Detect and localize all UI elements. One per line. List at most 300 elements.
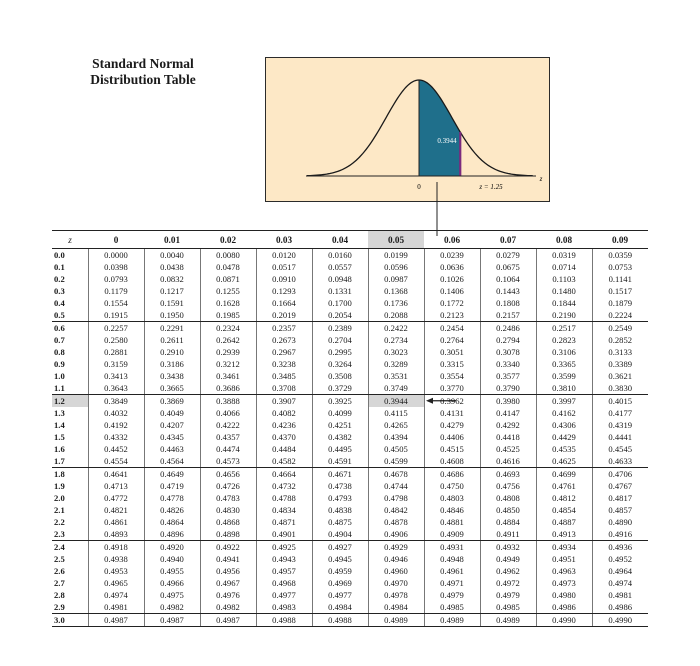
table-cell: 0.4463 [144,443,200,455]
table-cell: 0.4909 [424,528,480,541]
table-cell: 0.3925 [312,395,368,408]
table-cell: 0.3531 [368,370,424,382]
table-row [52,443,648,455]
normal-curve-figure [265,57,550,202]
table-cell: 0.1985 [200,309,256,322]
table-cell: 0.0675 [480,261,536,273]
table-cell: 0.1141 [592,273,648,285]
table-cell: 0.4981 [592,589,648,601]
table-cell: 0.0279 [480,249,536,262]
table-cell: 0.4821 [88,504,144,516]
table-cell: 0.1179 [88,285,144,297]
table-cell: 0.3078 [480,346,536,358]
z-column-header: z [52,231,88,249]
table-cell: 0.4979 [480,589,536,601]
table-cell: 0.4875 [312,516,368,528]
row-z-value: 1.0 [54,371,65,381]
table-cell: 0.2764 [424,334,480,346]
table-cell: 0.4956 [200,565,256,577]
table-row [52,480,648,492]
table-cell: 0.4927 [312,541,368,554]
table-cell: 0.4573 [200,455,256,468]
table-cell: 0.3962 [424,395,480,408]
table-cell: 0.4808 [480,492,536,504]
table-cell: 0.1293 [256,285,312,297]
row-z-value: 1.3 [54,408,65,418]
table-cell: 0.4990 [592,614,648,627]
table-cell: 0.0910 [256,273,312,285]
table-cell: 0.4015 [592,395,648,408]
table-cell: 0.3869 [144,395,200,408]
table-row [52,565,648,577]
table-cell: 0.4713 [88,480,144,492]
table-cell: 0.4989 [368,614,424,627]
table-cell: 0.2910 [144,346,200,358]
table-cell: 0.4864 [144,516,200,528]
table-cell: 0.3289 [368,358,424,370]
table-cell: 0.4974 [88,589,144,601]
table-row [52,309,648,322]
table-cell: 0.4850 [480,504,536,516]
table-cell: 0.4854 [536,504,592,516]
row-z-value: 2.4 [54,542,65,552]
table-row [52,516,648,528]
table-cell: 0.4981 [88,601,144,614]
table-cell: 0.4265 [368,419,424,431]
table-cell: 0.4756 [480,480,536,492]
table-cell: 0.3133 [592,346,648,358]
table-row [52,261,648,273]
table-cell: 0.4918 [88,541,144,554]
table-cell: 0.0636 [424,261,480,273]
column-header: 0.07 [480,231,536,249]
row-z-value: 0.8 [54,347,65,357]
row-z-value: 0.1 [54,262,65,272]
table-cell: 0.2704 [312,334,368,346]
row-z-value: 1.8 [54,469,65,479]
table-cell: 0.4115 [368,407,424,419]
table-cell: 0.4834 [256,504,312,516]
table-cell: 0.3212 [200,358,256,370]
table-cell: 0.4857 [592,504,648,516]
table-cell: 0.4177 [592,407,648,419]
table-row [52,358,648,370]
table-cell: 0.4943 [256,553,312,565]
table-row [52,577,648,589]
table-cell: 0.4505 [368,443,424,455]
table-cell: 0.4931 [424,541,480,554]
table-cell: 0.2852 [592,334,648,346]
table-cell: 0.2734 [368,334,424,346]
table-cell: 0.4960 [368,565,424,577]
table-cell: 0.2088 [368,309,424,322]
row-z-value: 1.7 [52,455,88,468]
table-cell: 0.4147 [480,407,536,419]
table-cell: 0.1368 [368,285,424,297]
title-line-1: Standard Normal [92,56,194,71]
table-cell: 0.3264 [312,358,368,370]
table-cell: 0.3749 [368,382,424,395]
table-row [52,528,648,541]
table-cell: 0.4842 [368,504,424,516]
table-cell: 0.2967 [256,346,312,358]
table-cell: 0.4633 [592,455,648,468]
table-cell: 0.4987 [88,614,144,627]
table-cell: 0.0517 [256,261,312,273]
table-cell: 0.1331 [312,285,368,297]
table-cell: 0.3485 [256,370,312,382]
table-cell: 0.2995 [312,346,368,358]
table-cell: 0.4946 [368,553,424,565]
table-cell: 0.4982 [200,601,256,614]
table-cell: 0.2611 [144,334,200,346]
table-cell: 0.1664 [256,297,312,309]
table-cell: 0.4868 [200,516,256,528]
table-cell: 0.4967 [200,577,256,589]
table-row [52,334,648,346]
table-cell: 0.4982 [144,601,200,614]
table-cell: 0.4966 [144,577,200,589]
table-cell: 0.3389 [592,358,648,370]
table-cell: 0.4871 [256,516,312,528]
table-cell: 0.0478 [200,261,256,273]
row-z-value: 0.9 [54,359,65,369]
table-cell: 0.3907 [256,395,312,408]
table-cell: 0.4793 [312,492,368,504]
table-cell: 0.4761 [536,480,592,492]
table-cell: 0.0793 [88,273,144,285]
table-row [52,273,648,285]
row-z-value: 0.4 [54,298,65,308]
table-cell: 0.4934 [536,541,592,554]
row-z-value: 0.3 [54,286,65,296]
table-row [52,285,648,297]
table-cell: 0.4973 [536,577,592,589]
table-cell: 0.4911 [480,528,536,541]
table-row [52,322,648,335]
table-cell: 0.0000 [88,249,144,262]
table-cell: 0.4985 [424,601,480,614]
table-cell: 0.4099 [312,407,368,419]
table-cell: 0.4788 [256,492,312,504]
row-z-value: 2.6 [54,566,65,576]
table-row [52,468,648,481]
table-cell: 0.4641 [88,468,144,481]
table-cell: 0.3413 [88,370,144,382]
table-cell: 0.4838 [312,504,368,516]
table-cell: 0.2673 [256,334,312,346]
row-z-value: 0.2 [54,274,65,284]
table-cell: 0.4932 [480,541,536,554]
table-row [52,492,648,504]
table-row [52,395,648,408]
table-cell: 0.3438 [144,370,200,382]
table-cell: 0.4049 [144,407,200,419]
table-cell: 0.4706 [592,468,648,481]
table-cell: 0.3729 [312,382,368,395]
table-cell: 0.4830 [200,504,256,516]
table-cell: 0.3238 [256,358,312,370]
table-cell: 0.4515 [424,443,480,455]
table-cell: 0.0714 [536,261,592,273]
table-cell: 0.0596 [368,261,424,273]
table-cell: 0.2881 [88,346,144,358]
column-header: 0.03 [256,231,312,249]
table-cell: 0.1879 [592,297,648,309]
column-header: 0.04 [312,231,368,249]
table-cell: 0.2794 [480,334,536,346]
table-cell: 0.2019 [256,309,312,322]
table-cell: 0.4082 [256,407,312,419]
table-cell: 0.4881 [424,516,480,528]
table-cell: 0.3159 [88,358,144,370]
table-cell: 0.4990 [536,614,592,627]
table-cell: 0.4671 [312,468,368,481]
table-cell: 0.0199 [368,249,424,262]
table-cell: 0.4951 [536,553,592,565]
table-body [52,249,648,627]
table-row [52,601,648,614]
table-cell: 0.0871 [200,273,256,285]
table-cell: 0.4525 [480,443,536,455]
table-cell: 0.4987 [144,614,200,627]
table-cell: 0.4949 [480,553,536,565]
table-row [52,382,648,395]
row-z-value: 2.0 [54,493,65,503]
table-cell: 0.3599 [536,370,592,382]
table-cell: 0.1406 [424,285,480,297]
table-cell: 0.4976 [200,589,256,601]
table-cell: 0.4920 [144,541,200,554]
row-z-value: 0.0 [54,250,65,260]
table-cell: 0.4945 [312,553,368,565]
table-cell: 0.4452 [88,443,144,455]
table-cell: 0.4953 [88,565,144,577]
table-cell: 0.4738 [312,480,368,492]
table-cell: 0.4131 [424,407,480,419]
table-cell: 0.1808 [480,297,536,309]
table-cell: 0.2054 [312,309,368,322]
table-cell: 0.0239 [424,249,480,262]
table-row [52,297,648,309]
table-cell: 0.0987 [368,273,424,285]
title-line-2: Distribution Table [90,72,196,87]
table-cell: 0.0753 [592,261,648,273]
table-cell: 0.4564 [144,455,200,468]
table-cell: 0.4251 [312,419,368,431]
table-cell: 0.4975 [144,589,200,601]
table-cell: 0.1700 [312,297,368,309]
table-cell: 0.4938 [88,553,144,565]
table-cell: 0.4878 [368,516,424,528]
table-cell: 0.2190 [536,309,592,322]
table-cell: 0.4441 [592,431,648,443]
table-row [52,249,648,262]
table-cell: 0.4904 [312,528,368,541]
table-row [52,589,648,601]
table-cell: 0.3051 [424,346,480,358]
table-cell: 0.4861 [88,516,144,528]
row-z-value: 2.7 [54,578,65,588]
table-cell: 0.4965 [88,577,144,589]
table-cell: 0.1554 [88,297,144,309]
table-cell: 0.3643 [88,382,144,395]
table-cell: 0.1443 [480,285,536,297]
table-cell: 0.3186 [144,358,200,370]
table-cell: 0.2823 [536,334,592,346]
table-cell: 0.4970 [368,577,424,589]
table-cell: 0.3770 [424,382,480,395]
table-cell: 0.1480 [536,285,592,297]
axis-label: z [539,175,543,183]
table-cell: 0.4767 [592,480,648,492]
table-cell: 0.4207 [144,419,200,431]
table-cell: 0.3023 [368,346,424,358]
table-cell: 0.4429 [536,431,592,443]
table-cell: 0.4554 [88,455,144,468]
table-row [52,553,648,565]
table-cell: 0.4977 [312,589,368,601]
table-cell: 0.4916 [592,528,648,541]
table-cell: 0.3461 [200,370,256,382]
row-z-value: 0.7 [54,335,65,345]
table-cell: 0.2580 [88,334,144,346]
normal-curve-svg [266,58,548,200]
column-header: 0.08 [536,231,592,249]
table-cell: 0.2257 [88,322,144,335]
table-cell: 0.4066 [200,407,256,419]
table-cell: 0.4979 [424,589,480,601]
table-cell: 0.2486 [480,322,536,335]
table-cell: 0.4988 [312,614,368,627]
table-cell: 0.1844 [536,297,592,309]
z-table [52,230,648,627]
table-cell: 0.4382 [312,431,368,443]
table-cell: 0.4306 [536,419,592,431]
table-cell: 0.4693 [480,468,536,481]
table-cell: 0.1591 [144,297,200,309]
table-cell: 0.2939 [200,346,256,358]
table-cell: 0.1736 [368,297,424,309]
table-cell: 0.4332 [88,431,144,443]
table-cell: 0.4978 [368,589,424,601]
table-cell: 0.4959 [312,565,368,577]
table-cell: 0.4732 [256,480,312,492]
table-cell: 0.4817 [592,492,648,504]
table-cell: 0.4936 [592,541,648,554]
table-cell: 0.4989 [480,614,536,627]
table-cell: 0.4616 [480,455,536,468]
table-cell: 0.4986 [592,601,648,614]
table-cell: 0.4922 [200,541,256,554]
table-cell: 0.4726 [200,480,256,492]
row-z-value: 2.9 [52,601,88,614]
table-cell: 0.4649 [144,468,200,481]
row-z-value: 2.5 [54,554,65,564]
row-z-value: 1.1 [52,382,88,395]
table-cell: 0.4887 [536,516,592,528]
table-cell: 0.3830 [592,382,648,395]
table-cell: 0.3944 [368,395,424,408]
table-cell: 0.2291 [144,322,200,335]
table-row [52,419,648,431]
table-cell: 0.3315 [424,358,480,370]
table-cell: 0.2157 [480,309,536,322]
row-z-value: 1.9 [54,481,65,491]
table-cell: 0.3365 [536,358,592,370]
row-z-value: 3.0 [52,614,88,627]
table-cell: 0.0948 [312,273,368,285]
table-cell: 0.3686 [200,382,256,395]
row-z-value: 2.3 [52,528,88,541]
row-z-value: 2.8 [54,590,65,600]
column-header: 0.01 [144,231,200,249]
table-cell: 0.4418 [480,431,536,443]
table-cell: 0.3106 [536,346,592,358]
table-cell: 0.3888 [200,395,256,408]
column-header: 0.02 [200,231,256,249]
table-cell: 0.4279 [424,419,480,431]
table-cell: 0.3554 [424,370,480,382]
table-cell: 0.4984 [312,601,368,614]
table-cell: 0.0120 [256,249,312,262]
table-cell: 0.4974 [592,577,648,589]
area-label: 0.3944 [437,137,457,145]
table-cell: 0.4812 [536,492,592,504]
table-cell: 0.3997 [536,395,592,408]
column-header: 0.09 [592,231,648,249]
table-cell: 0.4535 [536,443,592,455]
row-z-value: 2.1 [54,505,65,515]
table-cell: 0.4292 [480,419,536,431]
table-cell: 0.4474 [200,443,256,455]
row-z-value: 0.5 [52,309,88,322]
table-cell: 0.4964 [592,565,648,577]
table-cell: 0.2224 [592,309,648,322]
table-cell: 0.4236 [256,419,312,431]
table-cell: 0.4884 [480,516,536,528]
table-cell: 0.4985 [480,601,536,614]
table-cell: 0.0359 [592,249,648,262]
table-cell: 0.4989 [424,614,480,627]
table-cell: 0.4913 [536,528,592,541]
table-cell: 0.4929 [368,541,424,554]
table-cell: 0.2517 [536,322,592,335]
table-cell: 0.4972 [480,577,536,589]
table-cell: 0.0080 [200,249,256,262]
table-cell: 0.0438 [144,261,200,273]
table-cell: 0.2389 [312,322,368,335]
table-cell: 0.3980 [480,395,536,408]
table-cell: 0.1103 [536,273,592,285]
table-cell: 0.4686 [424,468,480,481]
table-cell: 0.4893 [88,528,144,541]
table-cell: 0.4162 [536,407,592,419]
table-cell: 0.3849 [88,395,144,408]
table-cell: 0.1255 [200,285,256,297]
table-cell: 0.4906 [368,528,424,541]
table-cell: 0.4961 [424,565,480,577]
table-cell: 0.4968 [256,577,312,589]
table-cell: 0.3577 [480,370,536,382]
page-title [68,56,218,88]
table-cell: 0.4962 [480,565,536,577]
table-cell: 0.3340 [480,358,536,370]
table-cell: 0.4948 [424,553,480,565]
zero-label: 0 [417,183,421,191]
table-cell: 0.4977 [256,589,312,601]
table-row [52,504,648,516]
